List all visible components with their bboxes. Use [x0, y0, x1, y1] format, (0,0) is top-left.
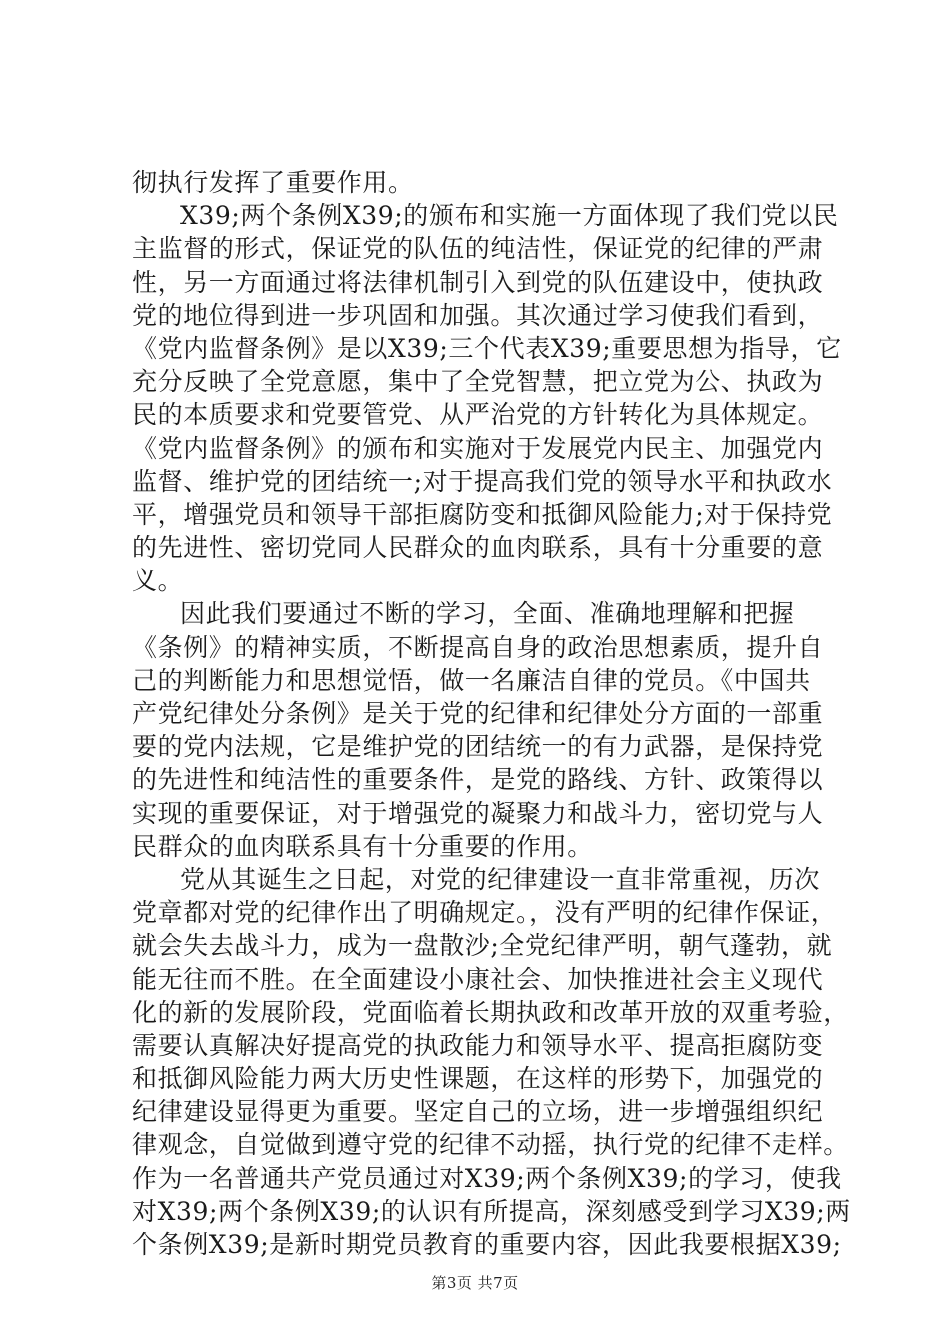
text-line: 的先进性和纯洁性的重要条件，是党的路线、方针、政策得以: [132, 765, 824, 794]
text-line: 彻执行发挥了重要作用。: [132, 168, 414, 197]
text-line: 己的判断能力和思想觉悟，做一名廉洁自律的党员。《中国共: [132, 666, 811, 695]
text-line: 能无往而不胜。在全面建设小康社会、加快推进社会主义现代: [132, 965, 824, 994]
text-line: 监督、维护党的团结统一;对于提高我们党的领导水平和执政水: [132, 467, 833, 496]
text-line: 产党纪律处分条例》是关于党的纪律和纪律处分方面的一部重: [132, 699, 824, 728]
text-line: 性，另一方面通过将法律机制引入到党的队伍建设中，使执政: [132, 268, 824, 297]
text-line: 化的新的发展阶段，党面临着长期执政和改革开放的双重考验，: [132, 998, 849, 1027]
text-line: 需要认真解决好提高党的执政能力和领导水平、提高拒腐防变: [132, 1031, 824, 1060]
text-line: 因此我们要通过不断的学习，全面、准确地理解和把握: [180, 599, 795, 628]
text-line: 和抵御风险能力两大历史性课题，在这样的形势下，加强党的: [132, 1064, 824, 1093]
text-line: 民群众的血肉联系具有十分重要的作用。: [132, 832, 593, 861]
text-line: 《党内监督条例》是以X39;三个代表X39;重要思想为指导，它: [132, 334, 842, 363]
text-line: 党章都对党的纪律作出了明确规定。，没有严明的纪律作保证，: [132, 898, 837, 927]
text-line: 就会失去战斗力，成为一盘散沙;全党纪律严明，朝气蓬勃，就: [132, 931, 833, 960]
text-line: 《条例》的精神实质，不断提高自身的政治思想素质，提升自: [132, 633, 824, 662]
text-line: 对X39;两个条例X39;的认识有所提高，深刻感受到学习X39;两: [132, 1197, 851, 1226]
page-footer: 第3页 共7页: [431, 1274, 519, 1292]
text-line: 实现的重要保证，对于增强党的凝聚力和战斗力，密切党与人: [132, 799, 824, 828]
text-line: 《党内监督条例》的颁布和实施对于发展党内民主、加强党内: [132, 434, 824, 463]
text-line: 平，增强党员和领导干部拒腐防变和抵御风险能力;对于保持党: [132, 500, 833, 529]
text-line: 作为一名普通共产党员通过对X39;两个条例X39;的学习，使我: [132, 1164, 842, 1193]
text-line: 的先进性、密切党同人民群众的血肉联系，具有十分重要的意: [132, 533, 824, 562]
text-line: 主监督的形式，保证党的队伍的纯洁性，保证党的纪律的严肃: [132, 234, 824, 263]
text-line: 党的地位得到进一步巩固和加强。其次通过学习使我们看到，: [132, 301, 824, 330]
text-line: 民的本质要求和党要管党、从严治党的方针转化为具体规定。: [132, 400, 824, 429]
text-line: 个条例X39;是新时期党员教育的重要内容，因此我要根据X39;: [132, 1230, 842, 1259]
text-line: X39;两个条例X39;的颁布和实施一方面体现了我们党以民: [180, 201, 839, 230]
text-line: 党从其诞生之日起，对党的纪律建设一直非常重视，历次: [180, 865, 821, 894]
text-line: 要的党内法规，它是维护党的团结统一的有力武器，是保持党: [132, 732, 824, 761]
text-line: 义。: [132, 566, 184, 595]
text-line: 纪律建设显得更为重要。坚定自己的立场，进一步增强组织纪: [132, 1097, 824, 1126]
text-line: 律观念，自觉做到遵守党的纪律不动摇，执行党的纪律不走样。: [132, 1130, 849, 1159]
text-line: 充分反映了全党意愿，集中了全党智慧，把立党为公、执政为: [132, 367, 824, 396]
